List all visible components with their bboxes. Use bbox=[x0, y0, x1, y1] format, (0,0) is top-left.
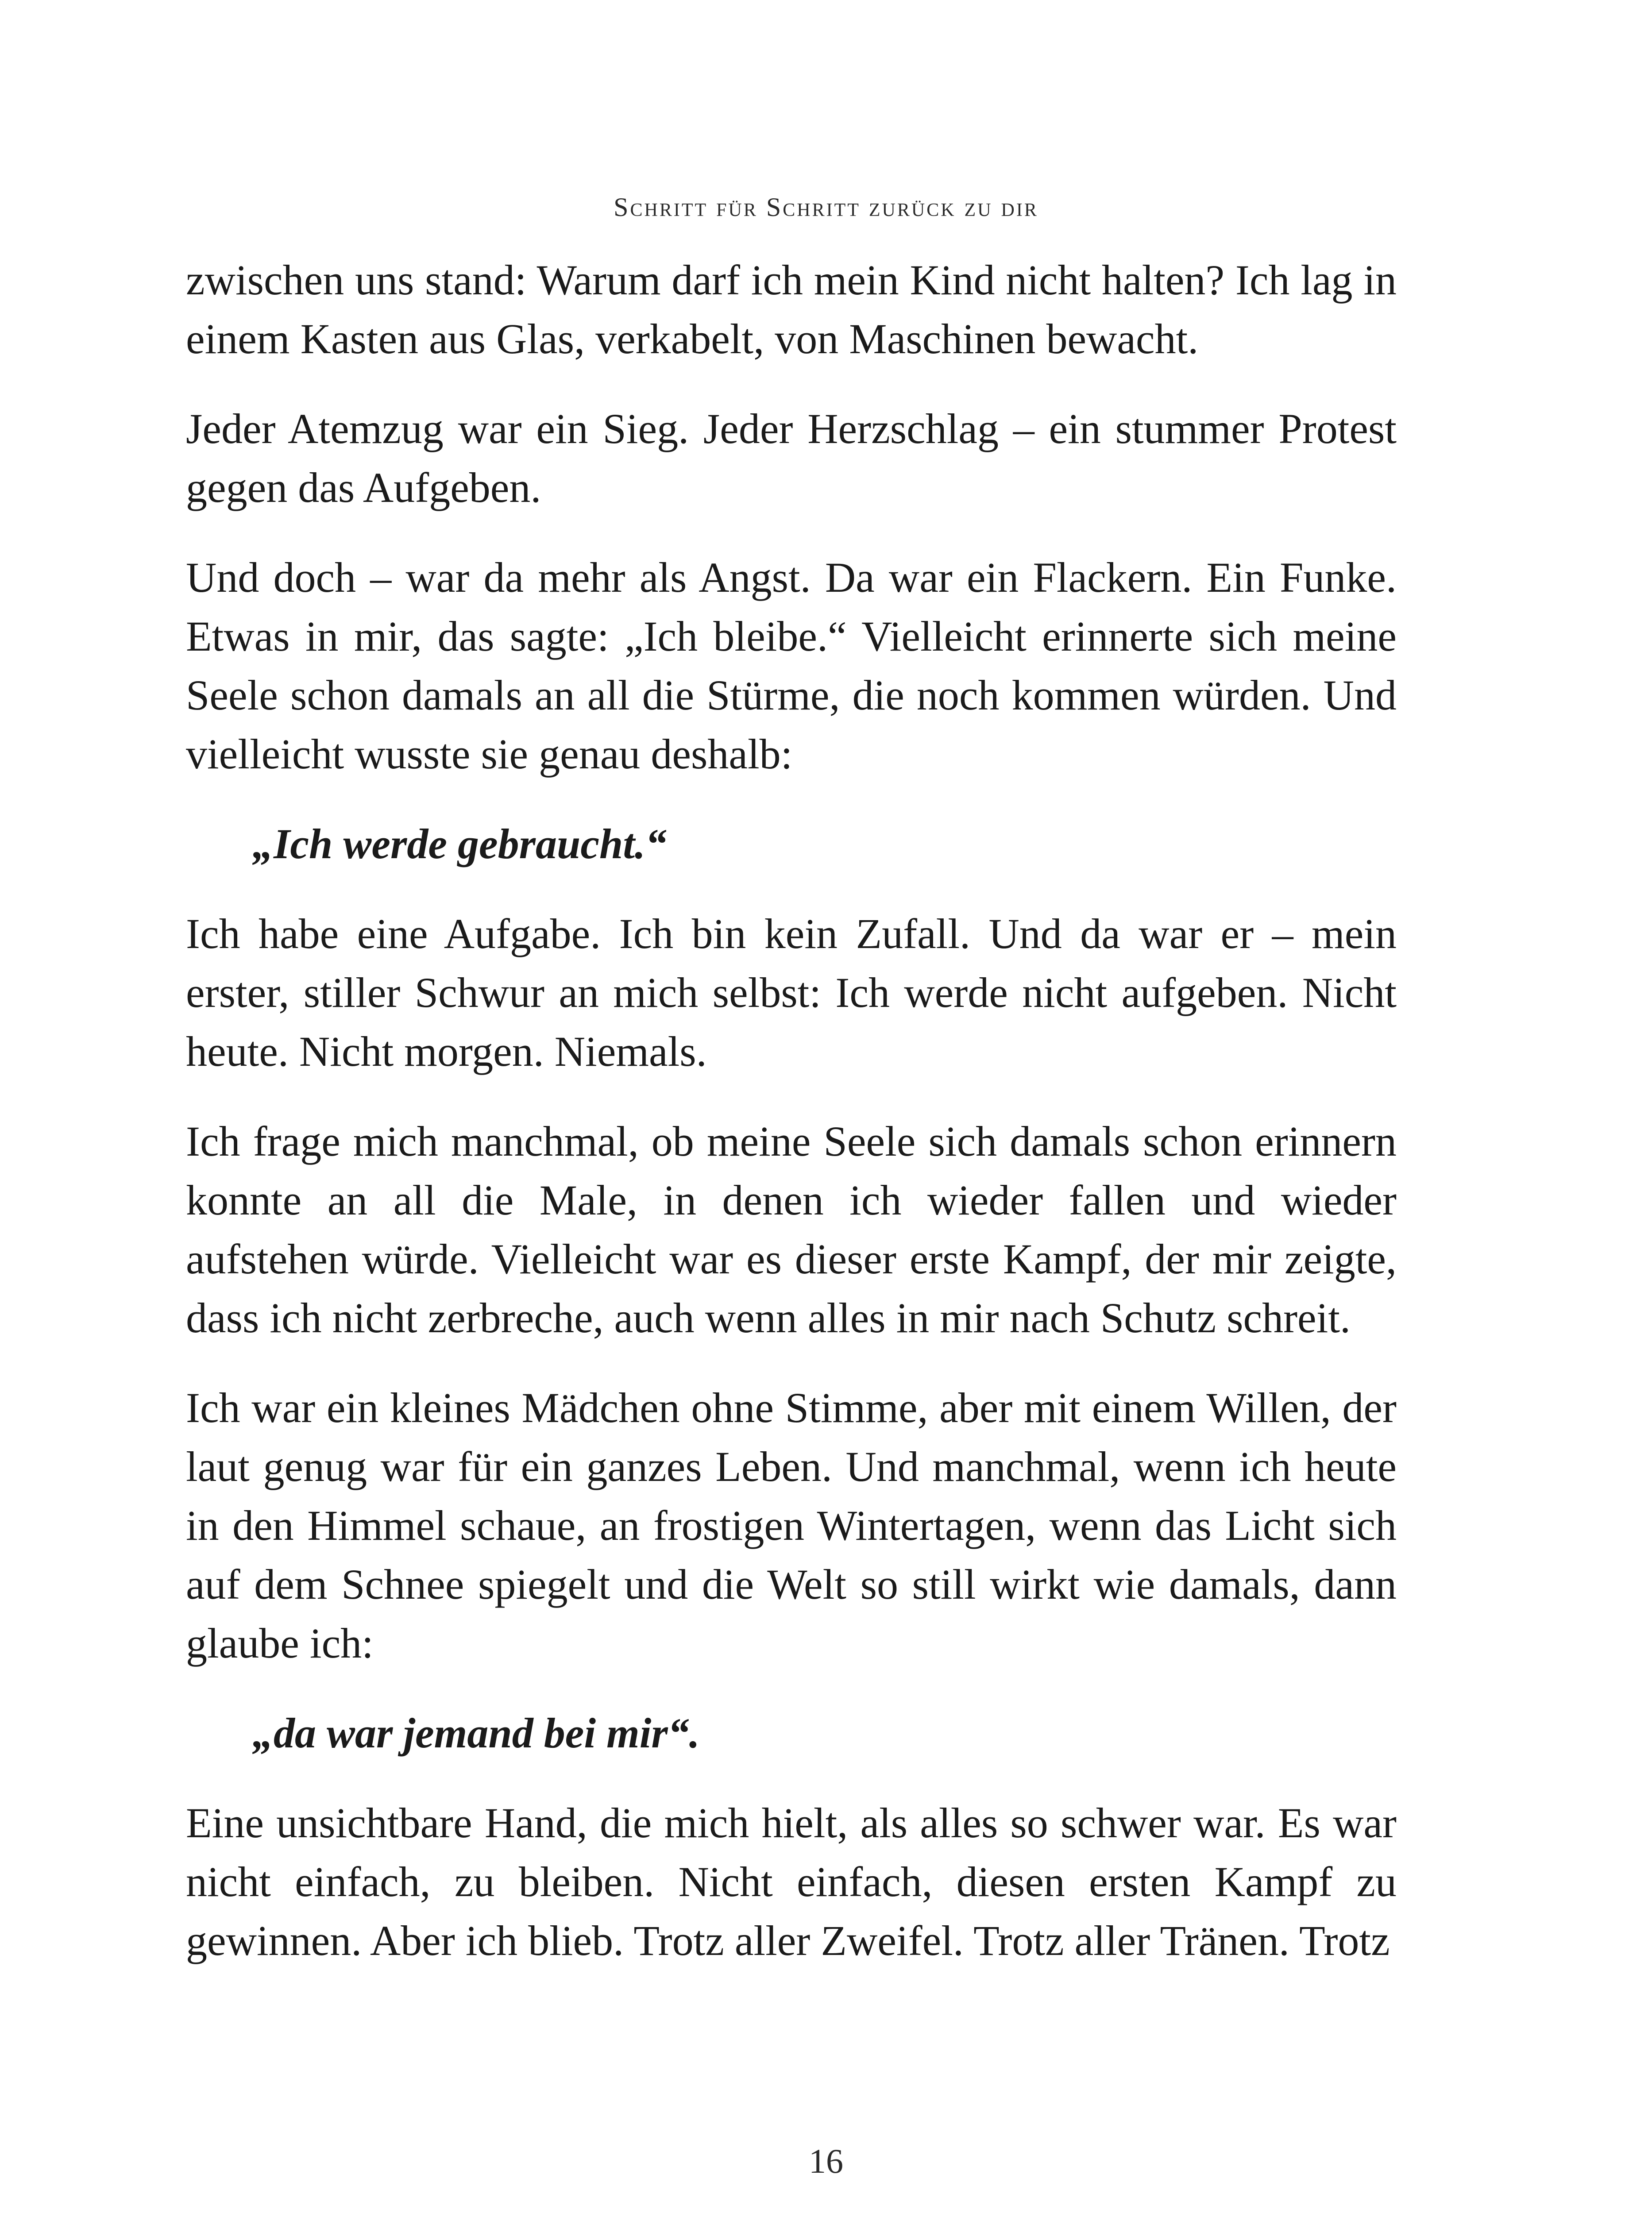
paragraph-1: zwischen uns stand: Warum darf ich mein Kind nicht halten? Ich lag in einem Kasten aus Glas, verkabelt, von Maschinen bewacht. bbox=[186, 256, 1397, 362]
paragraph-4: Ich habe eine Aufgabe. Ich bin kein Zufall. Und da war er – mein erster, stiller Schwur an mich selbst: Ich werde nicht aufgeben. Nicht heute. Nicht morgen. Niemals. bbox=[186, 910, 1397, 1075]
body-text bbox=[186, 251, 1397, 2001]
running-head: Schritt für Schritt zurück zu dir bbox=[614, 193, 1038, 222]
paragraph-6: Ich war ein kleines Mädchen ohne Stimme, aber mit einem Willen, der laut genug war für ein ganzes Leben. Und manchmal, wenn ich heute in den Himmel schaue, an frostigen Wintertagen, wenn das Licht sich auf dem Schnee spiegelt und die Welt so still wirkt wie damals, dann glaube ich: bbox=[186, 1384, 1397, 1667]
emphasized-quote-1: „Ich werde gebraucht.“ bbox=[252, 820, 667, 867]
page-number: 16 bbox=[809, 2142, 843, 2180]
paragraph-3: Und doch – war da mehr als Angst. Da war ein Flackern. Ein Funke. Etwas in mir, das sagte: „Ich bleibe.“ Vielleicht erinnerte sich meine Seele schon damals an all die Stürme, die noch kommen würden. Und vielleicht wusste sie genau deshalb: bbox=[186, 554, 1397, 778]
paragraph-5: Ich frage mich manchmal, ob meine Seele sich damals schon erinnern konnte an all die Male, in denen ich wieder fallen und wieder aufstehen würde. Vielleicht war es dieser erste Kampf, der mir zeigte, dass ich nicht zerbreche, auch wenn alles in mir nach Schutz schreit. bbox=[186, 1118, 1397, 1342]
paragraph-2: Jeder Atemzug war ein Sieg. Jeder Herzschlag – ein stummer Protest gegen das Aufgeben. bbox=[186, 405, 1397, 511]
paragraph-7: Eine unsichtbare Hand, die mich hielt, als alles so schwer war. Es war nicht einfach, zu bleiben. Nicht einfach, diesen ersten Kampf zu gewinnen. Aber ich blieb. Trotz aller Zweifel. Trotz aller Tränen. Trotz bbox=[186, 1799, 1397, 1964]
emphasized-quote-2: „da war jemand bei mir“. bbox=[252, 1709, 700, 1757]
